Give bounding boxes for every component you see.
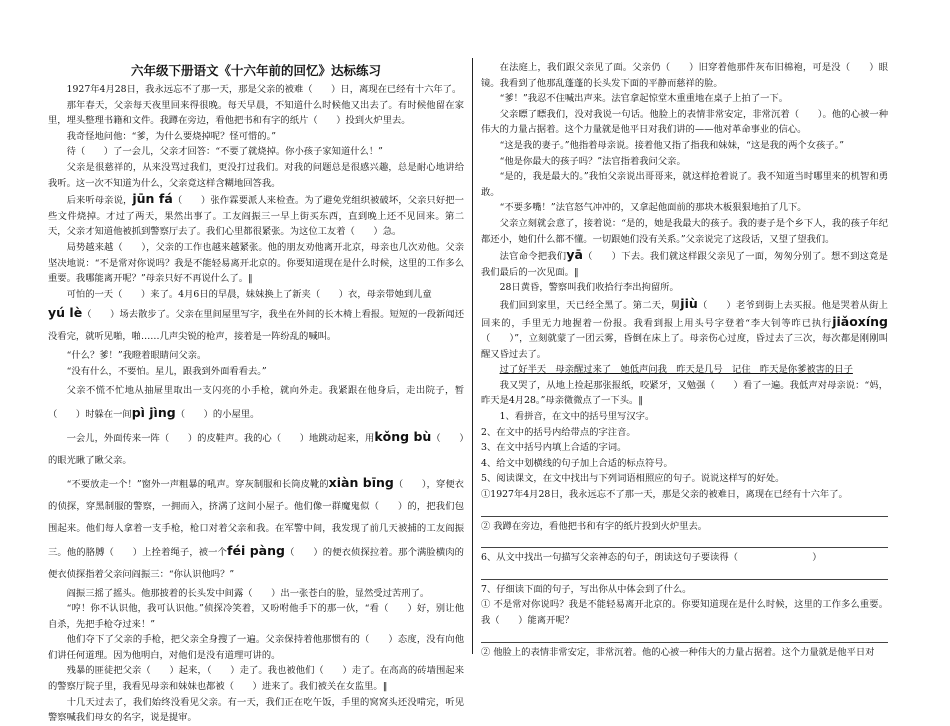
passage-paragraph: “不要多嘴！”法官怒气冲冲的，又拿起他面前的那块木板狠狠地拍了几下。: [499, 202, 807, 214]
passage-paragraph: [48, 191, 464, 240]
passage-paragraph: 在法庭上，我们跟父亲见了面。父亲仍（ ）旧穿着他那件灰布旧棉袍，可是没（ ）眼镜。我看到了他那乱蓬蓬的长头发下面的平静而慈祥的脸。: [481, 62, 888, 89]
question-6: 6、从文中找出一句描写父亲神态的句子，朗读这句子要读得（ ）: [481, 552, 822, 564]
text-run: 父亲不慌不忙地从抽屉里取出一支闪亮的小手枪，就向外走。我紧跟在他身后，走出院子，暂（ ）时躲在一间: [48, 384, 464, 420]
pinyin-jun-fa: jūn fá: [132, 191, 173, 207]
pinyin-jiu: jiù: [680, 295, 698, 311]
pinyin-yu-le: yú lè: [48, 305, 83, 321]
text-run: （ ）下去。我们就这样跟父亲见了一面，匆匆分别了。想不到这竟是我们最后的一次见面。‖: [481, 251, 888, 278]
text-run: 后来听母亲说，: [66, 195, 133, 207]
pinyin-ya: yā: [566, 247, 583, 263]
question-4: 4、给文中划横线的句子加上合适的标点符号。: [481, 457, 673, 469]
passage-paragraph: 那年春天，父亲每天夜里回来得很晚。每天早晨，不知道什么时候他又出去了。有时候他留在家里，埋头整理书籍和文件。我蹲在旁边，看他把书和有字的纸片（ ）投到火炉里去。: [48, 99, 464, 127]
passage-paragraph: 可怕的一天（ ）来了。4月6日的早晨，妹妹换上了新夹（ ）衣，母亲带她到儿童: [66, 288, 432, 300]
text-run: 一会儿，外面传来一阵（ ）的皮鞋声。我的心（ ）地跳动起来，用: [66, 432, 375, 444]
passage-paragraph: “这是我的妻子。”他指着母亲说。接着他又指了指我和妹妹，“这是我的两个女孩子。”: [499, 139, 844, 151]
passage-paragraph: “什么？爹！”我瞪着眼睛问父亲。: [66, 350, 207, 362]
text-run: 法官命令把我们: [499, 251, 567, 263]
text-run: （ ）”，立刻就蒙了一团云雾，昏倒在床上了。母亲伤心过度，昏过去了三次，每次都是刚刚叫醒又昏过去了。: [481, 333, 888, 360]
question-7-sentence-1: ① 不是常对你说吗？我是不能轻易离开北京的。你要知道现在是什么时候，这里的工作多么重要。我（ ）能离开呢？: [481, 599, 888, 626]
passage-paragraph: “哼！你不认识他，我可认识他。”侦探冷笑着，又吩咐他手下的那一伙，“看（ ）好，别让他自杀，先把手枪夺过来！”: [48, 603, 464, 630]
text-run: （ ）老爷到街上去买报。他是哭着从街上回来的，手里无力地握着一份报。我看到报上用头号字登着“李大钊等昨已执行: [481, 299, 888, 329]
passage-paragraph: “没有什么，不要怕。星儿，跟我到外面看看去。”: [66, 365, 267, 377]
pinyin-jiaoxing: jiǎoxíng: [832, 313, 888, 329]
answer-line[interactable]: [481, 534, 888, 548]
answer-line[interactable]: [481, 629, 888, 643]
passage-paragraph: “他是你最大的孩子吗？”法官指着我问父亲。: [499, 155, 686, 167]
passage-paragraph: 父亲是很慈祥的，从来没骂过我们，更没打过我们。对我的问题总是很感兴趣，总是耐心地讲给我听。这一次不知道为什么，父亲竟这样含糊地回答我。: [48, 161, 464, 189]
passage-paragraph: [48, 426, 464, 472]
passage-paragraph: 父亲立刻就会意了，接着说：“是的，她是我最大的孩子。我的妻子是个乡下人，我的孩子年纪都还小，她们什么都不懂。一切跟她们没有关系。”父亲说完了这段话，又望了望我们。: [481, 217, 888, 245]
pinyin-fei-pang: féi pàng: [227, 542, 285, 558]
passage-paragraph: [481, 296, 888, 362]
page-title: 六年级下册语文《十六年前的回忆》达标练习: [130, 63, 381, 78]
passage-paragraph: [481, 247, 888, 280]
passage-paragraph: 他们夺下了父亲的手枪，把父亲全身搜了一遍。父亲保持着他那惯有的（ ）态度，没有向他们讲任何道理。因为他明白，对他们是没有道理可讲的。: [48, 634, 464, 661]
passage-paragraph: 我奇怪地问他：“爹，为什么要烧掉呢？怪可惜的。”: [66, 130, 276, 142]
right-column: [481, 60, 888, 660]
question-5: 5、阅读课文，在文中找出与下列词语相照应的句子。说说这样写的好处。: [481, 473, 785, 485]
text-run: 我们回到家里，天已经全黑了。第二天，舅: [499, 299, 681, 311]
passage-paragraph: 十几天过去了，我们始终没看见父亲。有一天，我们正在吃午饭，手里的窝窝头还没啃完，听见警察喊我们母女的名字，说是提审。: [48, 696, 464, 724]
passage-paragraph: “爹！”我忍不住喊出声来。法官拿起惊堂木重重地在桌子上拍了一下。: [499, 93, 789, 105]
pinyin-kong-bu: kǒng bù: [374, 428, 432, 444]
text-run: （ ）张作霖要派人来检查。为了避免党组织被破坏，父亲只好把一些文件烧掉。才过了两天，果然出事了。工友阎振三一早上街买东西，直到晚上还不见回来。第二天，父亲才知道他被抓到警察厅去了。我们心里都很紧张。为这位工友着（ ）急。: [48, 195, 464, 238]
passage-paragraph: [48, 302, 464, 348]
passage-paragraph: 局势越来越（ ），父亲的工作也越来越紧张。他的朋友劝他离开北京，母亲也几次劝他。父亲坚决地说：“不是常对你说吗？我是不能轻易离开北京的。你要知道现在是什么时候，这里的工作多么重要。我哪能离开呢？”母亲只好不再说什么了。‖: [48, 241, 464, 285]
question-7: 7、仔细读下面的句子，写出你从中体会到了什么。: [481, 583, 692, 595]
passage-paragraph: [48, 380, 464, 426]
passage-paragraph: 残暴的匪徒把父亲（ ）起来，（ ）走了。我也被他们（ ）走了。在高高的砖墙围起来的警察厅院子里，我看见母亲和妹妹也都被（ ）进来了。我们被关在女监里。‖: [48, 665, 464, 693]
question-2: 2、在文中的括号内给带点的字注音。: [481, 426, 636, 438]
underlined-sentence: 过了好半天 母亲醒过来了 她低声问我 昨天是几号 记住 昨天是你爹被害的日子: [499, 364, 853, 376]
passage-paragraph: 28日黄昏，警察叫我们收拾行李出拘留所。: [499, 282, 679, 294]
passage-paragraph: 1927年4月28日，我永远忘不了那一天，那是父亲的被难（ ）日，离现在已经有十六年了。: [66, 84, 462, 95]
answer-line[interactable]: [481, 566, 888, 580]
passage-paragraph: 父亲瞟了瞟我们，没对我说一句话。他脸上的表情非常安定，非常沉着（ ）。他的心被一种伟大的力量占据着。这个力量就是他平日对我们讲的——他对革命事业的信心。: [481, 108, 888, 136]
passage-paragraph: “是的，我是最大的。”我怕父亲说出哥哥来，就这样抢着说了。我不知道当时哪里来的机智和勇敢。: [481, 171, 888, 198]
text-run: （ ）的便衣侦探拉着。那个满脸横肉的便衣侦探指着父亲问阎振三：“你认识他吗？”: [48, 546, 464, 580]
passage-paragraph: 我又哭了，从地上捡起那张报纸，咬紧牙，又勉强（ ）看了一遍。我低声对母亲说：“妈，昨天是4月28。”母亲微微点了一下头。‖: [481, 379, 888, 407]
question-1: 1、看拼音，在文中的括号里写汉字。: [499, 411, 655, 423]
answer-line[interactable]: [481, 503, 888, 517]
left-column: [48, 60, 464, 726]
pinyin-pi-jing: pì jìng: [131, 404, 176, 420]
pinyin-xian-bing: xiàn bīng: [328, 474, 394, 490]
question-5-sentence-1: ①1927年4月28日，我永远忘不了那一天，那是父亲的被难日，离现在已经有十六年了。: [481, 489, 848, 501]
question-5-sentence-2: ② 我蹲在旁边，看他把书和有字的纸片投到火炉里去。: [481, 520, 708, 532]
column-divider: [472, 58, 473, 654]
text-run: （ ），穿便衣的侦探，穿黑制服的警察，一拥而入，挤满了这间小屋子。他们像一群魔鬼似（ ）的，把我们包围起来。他们每人拿着一支手枪，枪口对着父亲和我。在军警中间，我发现了前几天被捕的工友阎振三。他的胳膊（ ）上拴着绳子，被一个: [48, 478, 464, 558]
question-7-sentence-2: ② 他脸上的表情非常安定，非常沉着。他的心被一种伟大的力量占据着。这个力量就是他平日对: [481, 646, 875, 658]
question-3: 3、在文中括号内填上合适的字词。: [481, 442, 627, 454]
passage-paragraph: 待（ ）了一会儿，父亲才回答：“不要了就烧掉。你小孩子家知道什么！”: [66, 146, 383, 158]
passage-paragraph: 阎振三摇了摇头。他那披着的长头发中间露（ ）出一张苍白的脸，显然受过苦刑了。: [66, 587, 430, 599]
text-run: （ ）场去散步了。父亲在里间屋里写字，我坐在外间的长木椅上看报。短短的一段新闻还没看完，就听见啪，啪……几声尖锐的枪声，接着是一阵纷乱的喊叫。: [48, 309, 464, 343]
text-run: “不要放走一个！”窗外一声粗暴的吼声。穿灰制服和长筒皮靴的: [66, 478, 329, 490]
passage-paragraph: [48, 472, 464, 586]
text-run: （ ）的小屋里。: [175, 408, 260, 420]
text-run: （ ）的眼光瞅了瞅父亲。: [48, 432, 464, 466]
